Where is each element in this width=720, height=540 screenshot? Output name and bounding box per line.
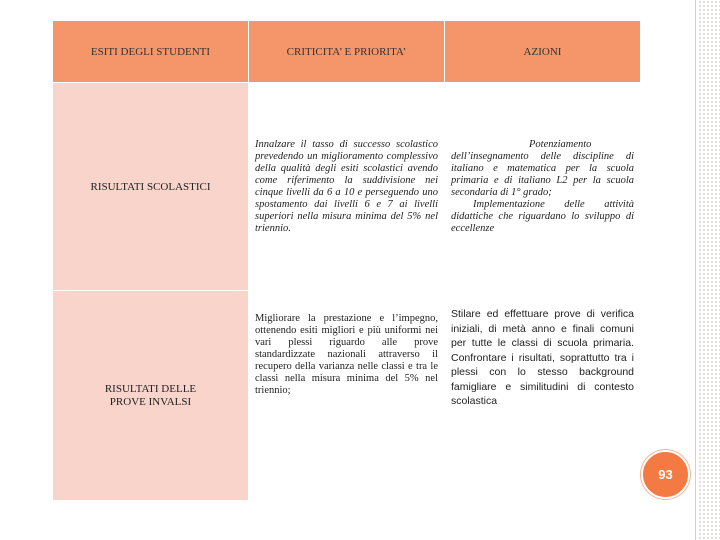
header-row bbox=[53, 21, 641, 83]
azioni-item: Implementazione delle attività didattiche che riguardano lo sviluppo di eccellenze bbox=[451, 198, 634, 234]
slide-dotted-margin bbox=[698, 0, 720, 540]
criticita-text: Innalzare il tasso di successo scolastico prevedendo un miglioramento complessivo della qualità degli esiti scolastici avendo come riferimento la suddivisione nei cinque livelli da 6 a 10 e perseguendo uno spostamento dai livelli 6 e 7 ai livelli superiori nella misura minima del 5% nel triennio. bbox=[255, 138, 438, 234]
azioni-cell bbox=[445, 83, 641, 291]
azioni-item: Potenziamento dell’insegnamento delle discipline di italiano e matematica per la scuola primaria e di italiano L2 per la scuola secondaria di 1° grado; bbox=[451, 138, 634, 198]
header-azioni: AZIONI bbox=[445, 21, 641, 83]
slide-right-border bbox=[695, 0, 696, 540]
azioni-item: Stilare ed effettuare prove di verifica iniziali, di metà anno e finali comuni per tutte le classi di scuola primaria. Confrontare i risultati, soprattutto tra i plessi con lo stesso background famigliare e similitudini di contesto scolastica bbox=[451, 308, 634, 407]
table-row bbox=[53, 291, 641, 501]
criticita-cell bbox=[249, 291, 445, 501]
row-label-risultati-scolastici: RISULTATI SCOLASTICI bbox=[53, 83, 249, 291]
row-label-text: RISULTATI DELLE PROVE INVALSI bbox=[104, 382, 197, 408]
row-label-prove-invalsi bbox=[53, 291, 249, 501]
azioni-paragraph bbox=[445, 139, 640, 235]
results-table bbox=[53, 21, 641, 501]
header-criticita: CRITICITA’ E PRIORITA’ bbox=[249, 21, 445, 83]
azioni-cell bbox=[445, 291, 641, 501]
header-esiti: ESITI DEGLI STUDENTI bbox=[53, 21, 249, 83]
table-row bbox=[53, 83, 641, 291]
page-number-badge: 93 bbox=[641, 450, 690, 499]
criticita-text: Migliorare la prestazione e l’impegno, ottenendo esiti migliori e più uniformi nei vari plessi riguardo alle prove standardizzate nazionali attraverso il recupero della varianza nelle classi e tra le classi nella misura minima del 5% nel triennio; bbox=[255, 313, 438, 396]
criticita-cell bbox=[249, 83, 445, 291]
